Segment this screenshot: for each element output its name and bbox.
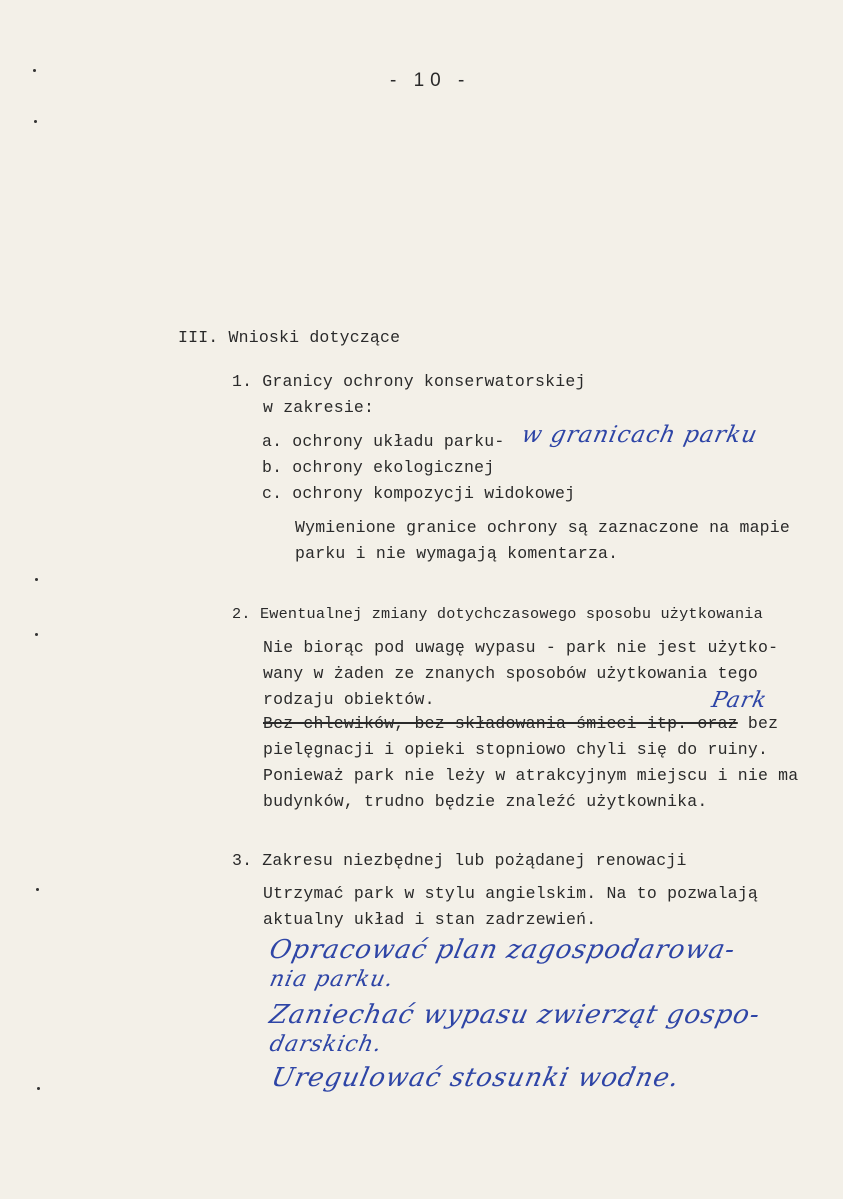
handwritten-line: darskich. (267, 1032, 385, 1057)
margin-mark (35, 578, 38, 581)
margin-mark (37, 1087, 40, 1090)
item2-line3: rodzaju obiektów. (263, 690, 435, 709)
item1-heading-line1: 1. Granicy ochrony konserwatorskiej (232, 372, 586, 391)
item1-point-a: a. ochrony układu parku- (262, 432, 505, 451)
item1-point-c: c. ochrony kompozycji widokowej (262, 484, 576, 503)
handwritten-insert-park: Park (709, 688, 770, 713)
item2-heading: 2. Ewentualnej zmiany dotychczasowego sposobu użytkowania (232, 605, 763, 623)
handwritten-annotation-a: w granicach parku (519, 422, 761, 448)
page-number: - 10 - (390, 70, 471, 91)
item2-line4 (263, 714, 778, 733)
item2-line5: pielęgnacji i opieki stopniowo chyli się do ruiny. (263, 740, 769, 759)
section-heading: III. Wnioski dotyczące (178, 328, 401, 347)
item3-line2: aktualny układ i stan zadrzewień. (263, 910, 597, 929)
item1-heading-line2: w zakresie: (263, 398, 375, 417)
handwritten-line: Opracować plan zagospodarowa- (266, 935, 739, 965)
margin-mark (36, 888, 39, 891)
item3-heading: 3. Zakresu niezbędnej lub pożądanej renowacji (232, 851, 687, 870)
handwritten-line: nia parku. (267, 967, 397, 992)
margin-mark (33, 69, 36, 72)
item1-note-line2: parku i nie wymagają komentarza. (295, 544, 619, 563)
item2-line4-rest: bez (737, 714, 779, 733)
struck-text: Bez chlewików, bez składowania śmieci itp. oraz (263, 714, 738, 733)
item3-line1: Utrzymać park w stylu angielskim. Na to pozwalają (263, 884, 758, 903)
margin-mark (34, 120, 37, 123)
item2-line1: Nie biorąc pod uwagę wypasu - park nie jest użytko- (263, 638, 779, 657)
item1-point-b: b. ochrony ekologicznej (262, 458, 495, 477)
handwritten-line: Zaniechać wypasu zwierząt gospo- (266, 1000, 764, 1030)
margin-mark (35, 633, 38, 636)
handwritten-line: Uregulować stosunki wodne. (268, 1063, 683, 1093)
item2-line7: budynków, trudno będzie znaleźć użytkownika. (263, 792, 708, 811)
item2-line2: wany w żaden ze znanych sposobów użytkowania tego (263, 664, 758, 683)
item1-note-line1: Wymienione granice ochrony są zaznaczone na mapie (295, 518, 790, 537)
item2-line6: Ponieważ park nie leży w atrakcyjnym miejscu i nie ma (263, 766, 799, 785)
